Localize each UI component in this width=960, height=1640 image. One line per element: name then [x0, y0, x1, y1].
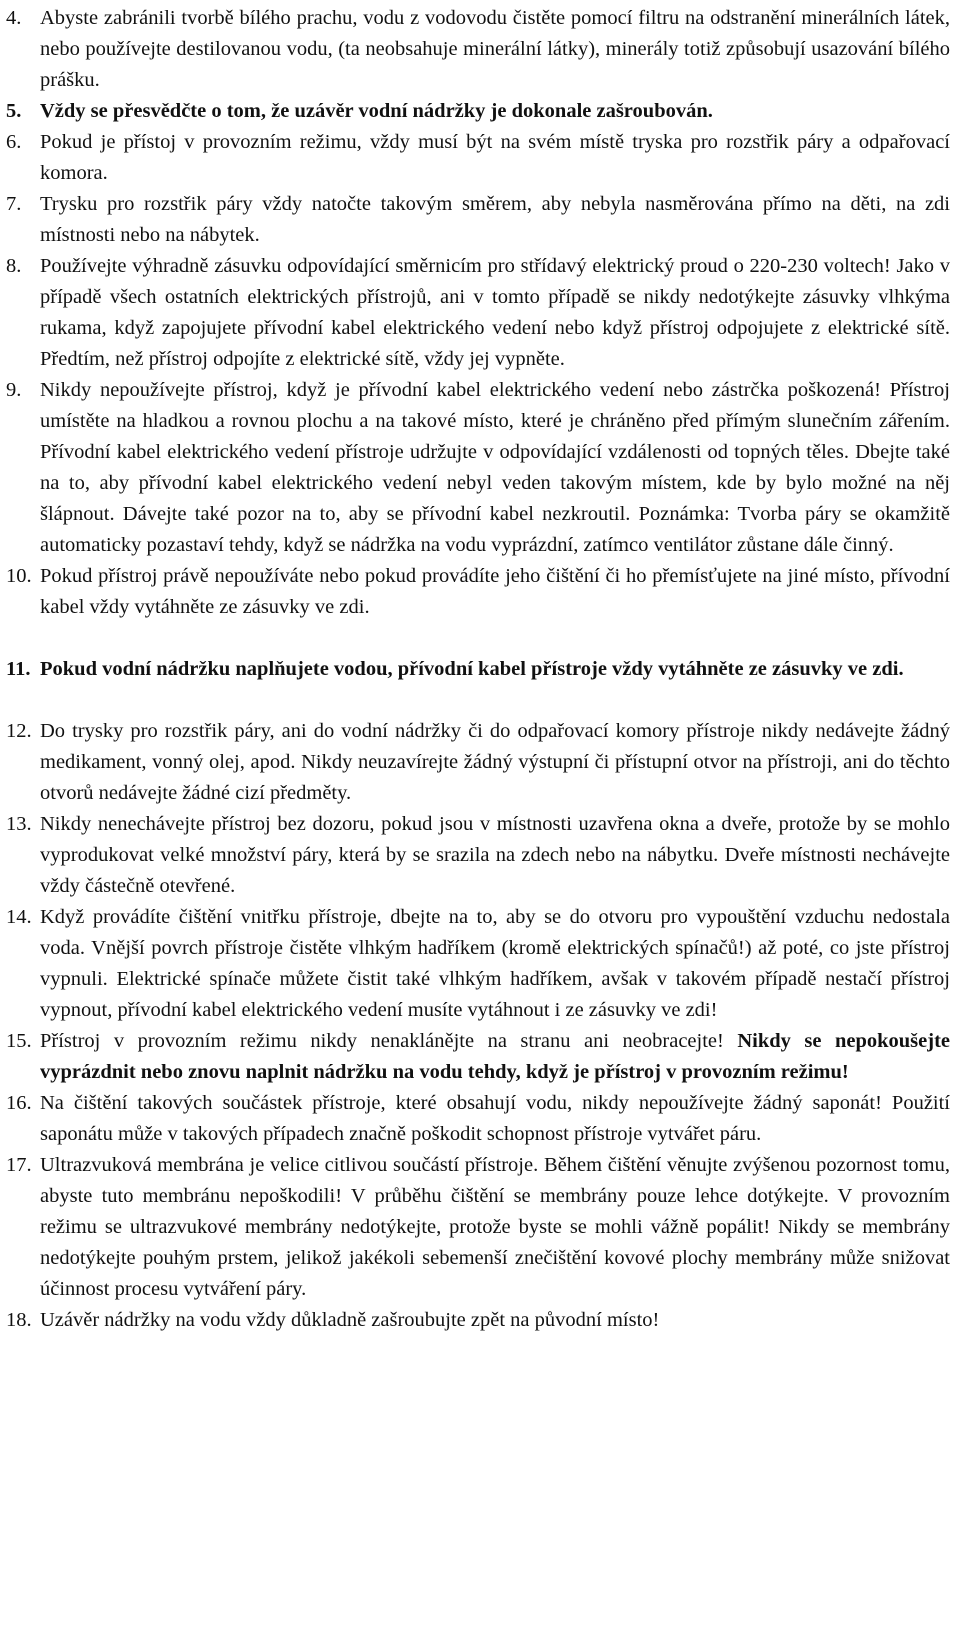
item-number: 13. [6, 813, 32, 835]
item-text-bold: Nikdy se nepokoušejte vyprázdnit nebo znovu naplnit nádržku na vodu tehdy, když je přístroj v provozním režimu! [40, 1030, 950, 1083]
list-item-12 [6, 716, 950, 809]
item-text: Nikdy nepoužívejte přístroj, když je přívodní kabel elektrického vedení nebo zástrčka poškozená! Přístroj umístěte na hladkou a rovnou plochu a na takové místo, které je chráněno před přímým slunečním zářením. Přívodní kabel elektrického vedení přístroje udržujte v odpovídající vzdálenosti od topných těles. Dbejte také na to, aby přívodní kabel elektrického vedení nebyl veden takovým místem, kde by bylo možné na něj šlápnout. Dávejte také pozor na to, aby se přívodní kabel nezkroutil. Poznámka: Tvorba páry se okamžitě automaticky pozastaví tehdy, když se nádržka na vodu vyprázdní, zatímco ventilátor zůstane dále činný. [40, 379, 950, 556]
item-text: Do trysky pro rozstřik páry, ani do vodní nádržky či do odpařovací komory přístroje nikdy nedávejte žádný medikament, vonný olej, apod. Nikdy neuzavírejte žádný výstupní či přístupní otvor na přístroji, ani do těchto otvorů nedávejte žádné cizí předměty. [40, 720, 950, 804]
item-text: Uzávěr nádržky na vodu vždy důkladně zašroubujte zpět na původní místo! [40, 1309, 660, 1331]
item-number: 6. [6, 131, 22, 153]
item-number: 5. [6, 100, 22, 122]
item-number: 14. [6, 906, 32, 928]
item-text: Používejte výhradně zásuvku odpovídající směrnicím pro střídavý elektrický proud o 220-230 voltech! Jako v případě všech ostatních elektrických přístrojů, ani v tomto případě se nikdy nedotýkejte zásuvky vlhkýma rukama, když zapojujete přívodní kabel elektrického vedení nebo když přístroj odpojujete z elektrické sítě. Předtím, než přístroj odpojíte z elektrické sítě, vždy jej vypněte. [40, 255, 950, 370]
list-item-6 [6, 127, 950, 189]
item-text: Pokud vodní nádržku naplňujete vodou, přívodní kabel přístroje vždy vytáhněte ze zásuvky ve zdi. [40, 658, 904, 680]
list-item-5 [6, 96, 950, 127]
item-text: Pokud přístroj právě nepoužíváte nebo pokud provádíte jeho čištění či ho přemísťujete na jiné místo, přívodní kabel vždy vytáhněte ze zásuvky ve zdi. [40, 565, 950, 618]
item-number: 9. [6, 379, 22, 401]
list-item-11 [6, 654, 950, 685]
item-text: Pokud je přístoj v provozním režimu, vždy musí být na svém místě tryska pro rozstřik páry a odpařovací komora. [40, 131, 950, 184]
list-item-8 [6, 251, 950, 375]
list-item-10 [6, 561, 950, 623]
item-number: 16. [6, 1092, 32, 1114]
list-item-7 [6, 189, 950, 251]
item-number: 18. [6, 1309, 32, 1331]
list-item-15 [6, 1026, 950, 1088]
item-text: Trysku pro rozstřik páry vždy natočte takovým směrem, aby nebyla nasměrována přímo na děti, na zdi místnosti nebo na nábytek. [40, 193, 950, 246]
spacer [6, 623, 950, 654]
item-number: 15. [6, 1030, 32, 1052]
item-number: 17. [6, 1154, 32, 1176]
item-number: 7. [6, 193, 22, 215]
item-number: 4. [6, 7, 22, 29]
item-text: Vždy se přesvědčte o tom, že uzávěr vodní nádržky je dokonale zašroubován. [40, 100, 713, 122]
item-text: Když provádíte čištění vnitřku přístroje, dbejte na to, aby se do otvoru pro vypouštění vzduchu nedostala voda. Vnější povrch přístroje čistěte vlhkým hadříkem (kromě elektrických spínačů!) až poté, co jste přístroj vypnuli. Elektrické spínače můžete čistit také vlhkým hadříkem, avšak v takovém případě nestačí přístroj vypnout, přívodní kabel elektrického vedení musíte vytáhnout i ze zásuvky ve zdi! [40, 906, 950, 1021]
item-number: 11. [6, 658, 31, 680]
list-item-13 [6, 809, 950, 902]
list-item-16 [6, 1088, 950, 1150]
list-item-9 [6, 375, 950, 561]
spacer [6, 685, 950, 716]
list-item-17 [6, 1150, 950, 1305]
item-number: 8. [6, 255, 22, 277]
item-text: Nikdy nenechávejte přístroj bez dozoru, pokud jsou v místnosti uzavřena okna a dveře, protože by se mohlo vyprodukovat velké množství páry, která by se srazila na zdech nebo na nábytku. Dveře místnosti nechávejte vždy částečně otevřené. [40, 813, 950, 897]
item-number: 10. [6, 565, 32, 587]
list-item-18 [6, 1305, 950, 1336]
item-text: Abyste zabránili tvorbě bílého prachu, vodu z vodovodu čistěte pomocí filtru na odstranění minerálních látek, nebo používejte destilovanou vodu, (ta neobsahuje minerální látky), minerály totiž způsobují usazování bílého prášku. [40, 7, 950, 91]
list-item-4 [6, 3, 950, 96]
item-number: 12. [6, 720, 32, 742]
item-text-wrapper [40, 1026, 950, 1088]
item-text: Ultrazvuková membrána je velice citlivou součástí přístroje. Během čištění věnujte zvýšenou pozornost tomu, abyste tuto membránu nepoškodili! V průběhu čištění se membrány pouze lehce dotýkejte. V provozním režimu se ultrazvukové membrány nedotýkejte, protože byste se mohli vážně popálit! Nikdy se membrány nedotýkejte pouhým prstem, jelikož jakékoli sebemenší znečištění kovové plochy membrány může snižovat účinnost procesu vytváření páry. [40, 1154, 950, 1300]
item-text: Na čištění takových součástek přístroje, které obsahují vodu, nikdy nepoužívejte žádný saponát! Použití saponátu může v takových případech značně poškodit schopnost přístroje vytvářet páru. [40, 1092, 950, 1145]
list-item-14 [6, 902, 950, 1026]
item-text: Přístroj v provozním režimu nikdy nenaklánějte na stranu ani neobracejte! [40, 1030, 724, 1052]
